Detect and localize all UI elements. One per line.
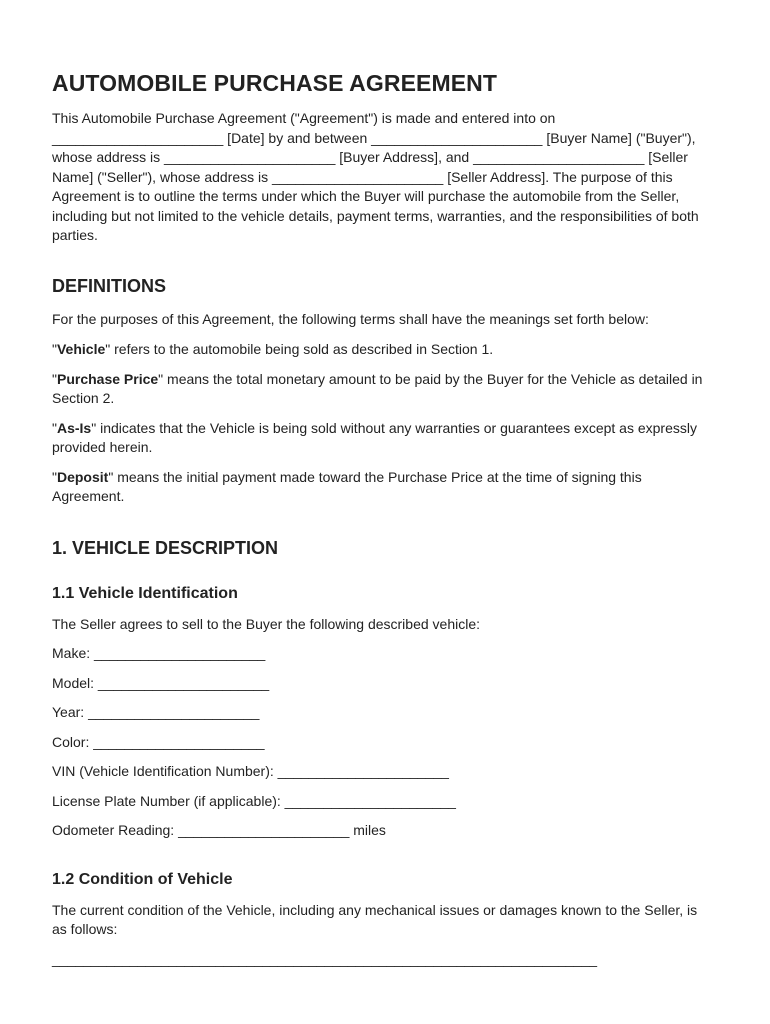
definition-text: indicates that the Vehicle is being sold without any warranties or guarantees except as expressly provided herein. [52, 419, 697, 455]
field-color[interactable]: Color: ______________________ [52, 733, 265, 750]
definition-text: refers to the automobile being sold as described in Section 1. [110, 341, 494, 357]
field-make[interactable]: Make: ______________________ [52, 645, 266, 661]
section-1-1-lead: The Seller agrees to sell to the Buyer the following described vehicle: [52, 615, 481, 632]
definition-text: means the total monetary amount to be paid by the Buyer for the Vehicle as detailed in Section 2. [52, 370, 703, 406]
section-1-2-lead: The current condition of the Vehicle, including any mechanical issues or damages known to the Seller, is as follows: [52, 901, 698, 937]
definition-purchase-price: "Purchase Price" means the total monetary amount to be paid by the Buyer for the Vehicle as detailed in Section 2. [52, 370, 703, 406]
section-1-heading: 1. VEHICLE DESCRIPTION [52, 537, 279, 558]
field-year[interactable]: Year: ______________________ [52, 704, 260, 720]
definition-as-is: "As-Is" indicates that the Vehicle is being sold without any warranties or guarantees except as expressly provided herein. [52, 419, 697, 455]
definitions-heading: DEFINITIONS [52, 275, 167, 296]
document-title: AUTOMOBILE PURCHASE AGREEMENT [52, 70, 498, 96]
definition-vehicle: "Vehicle" refers to the automobile being sold as described in Section 1. [52, 341, 494, 357]
definition-term: Deposit [56, 468, 109, 485]
definition-term: Vehicle [56, 341, 106, 357]
field-license-plate[interactable]: License Plate Number (if applicable): ______________________ [52, 792, 456, 809]
definitions-lead: For the purposes of this Agreement, the following terms shall have the meanings set forth below: [52, 310, 649, 327]
definition-term: As-Is [56, 419, 92, 436]
definition-term: Purchase Price [56, 370, 159, 387]
section-1-1-heading: 1.1 Vehicle Identification [52, 584, 238, 602]
field-vin[interactable]: VIN (Vehicle Identification Number): ______________________ [52, 763, 449, 779]
definition-deposit: "Deposit" means the initial payment made toward the Purchase Price at the time of signing this Agreement. [52, 468, 642, 504]
section-1-2-heading: 1.2 Condition of Vehicle [52, 870, 233, 888]
intro-paragraph: This Automobile Purchase Agreement ("Agreement") is made and entered into on ______________________ [Date] by and between ______________________ [Buyer Name] ("Buyer"), whose address is ______________________ [Buyer Address], and ______________________ [Seller Name] ("Seller"), whose address is ______________________ [Seller Address]. The purpose of this Agreement is to outline the terms under which the Buyer will purchase the automobile from the Seller, including but not limited to the vehicle details, payment terms, warranties, and the responsibilities of both parties. [52, 110, 699, 243]
definition-text: means the initial payment made toward the Purchase Price at the time of signing this Agreement. [52, 468, 642, 504]
field-model[interactable]: Model: ______________________ [52, 674, 270, 691]
field-odometer[interactable]: Odometer Reading: ______________________ miles [52, 822, 386, 838]
condition-blank-line[interactable]: ______________________________________________________________________ [52, 950, 598, 967]
